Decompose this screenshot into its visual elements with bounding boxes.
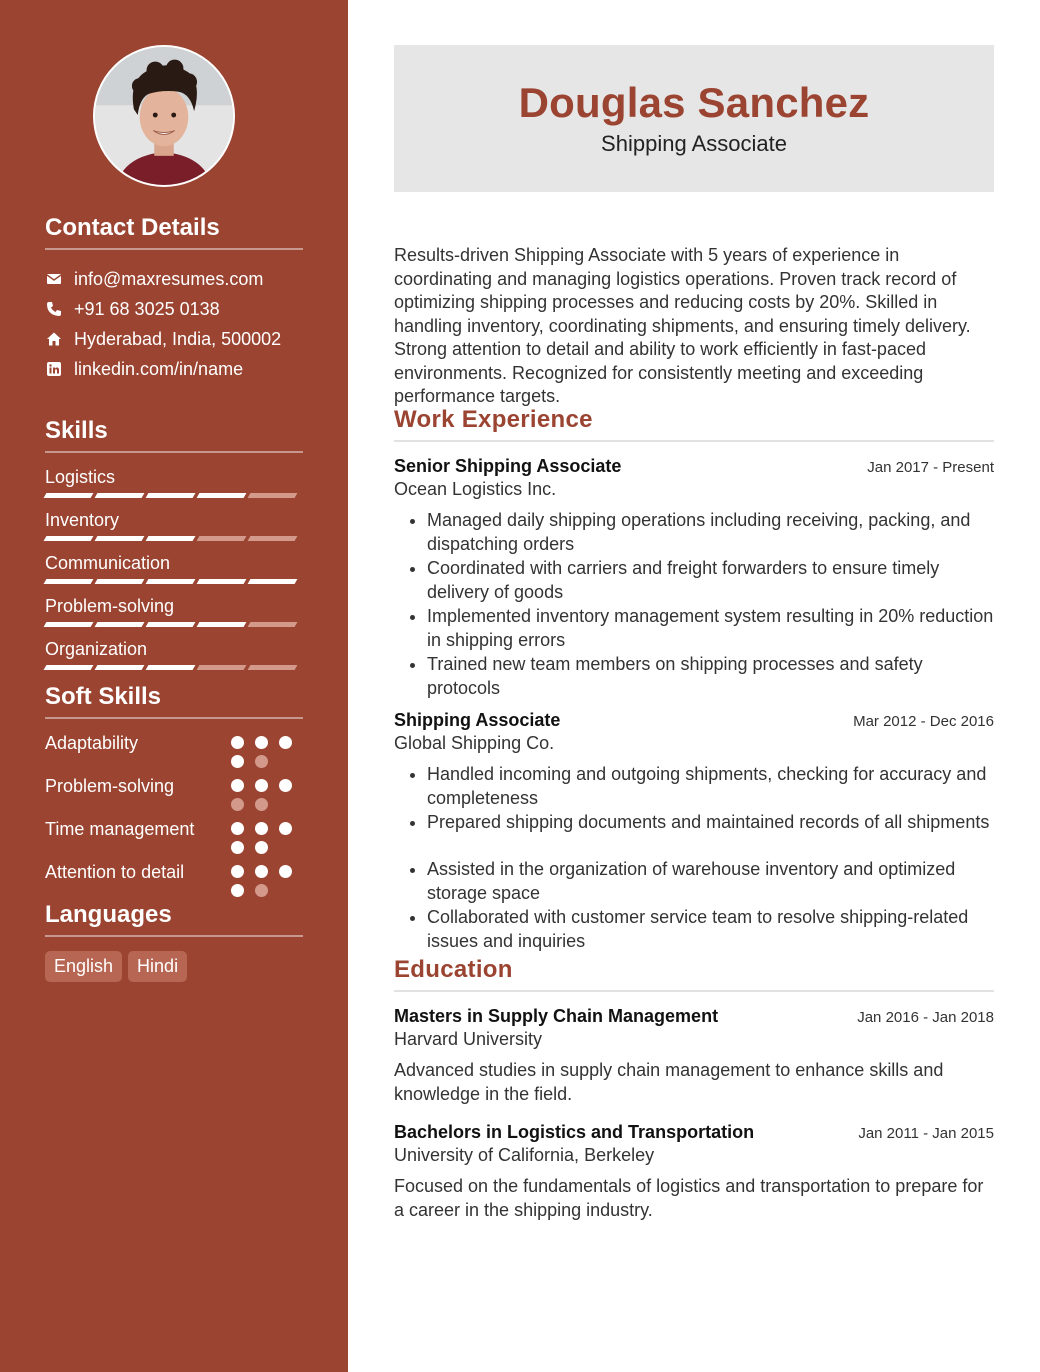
soft-skills-heading: Soft Skills [45, 683, 303, 719]
skill-name: Problem-solving [45, 596, 175, 616]
candidate-title: Shipping Associate [601, 131, 787, 156]
skill-level-segment [248, 622, 298, 627]
job-bullet: • Collaborated with customer service team to resolve shipping-related issues and inquiries [427, 905, 994, 953]
education-header [394, 1006, 994, 1027]
education-entry [394, 1122, 994, 1222]
skill-level-segment [197, 493, 247, 498]
skill-level-segment [95, 665, 145, 670]
rating-dot [255, 865, 268, 878]
rating-dot [231, 822, 244, 835]
job-bullet: • Implemented inventory management system resulting in 20% reduction in shipping errors [427, 604, 994, 652]
skill-level-segment [248, 493, 298, 498]
job-title: Shipping Associate [394, 710, 561, 730]
skill-name: Organization [45, 639, 148, 659]
skill-level-segment [248, 579, 298, 584]
contact-linkedin-text: linkedin.com/in/name [74, 358, 244, 379]
sidebar [0, 0, 348, 1372]
contact-section [45, 214, 303, 384]
rating-dot [231, 841, 244, 854]
job-bullets [394, 762, 994, 953]
soft-skills-list [45, 731, 303, 897]
skill-level-segment [146, 493, 196, 498]
work-heading: Work Experience [394, 406, 994, 442]
contact-email-text: info@maxresumes.com [74, 268, 264, 289]
skill-level-bar [45, 536, 303, 541]
job-bullet: • Prepared shipping documents and maintained records of all shipments [427, 810, 994, 834]
skill-level-segment [248, 665, 298, 670]
skill-item [45, 596, 303, 627]
rating-dot [255, 884, 268, 897]
soft-skill-name: Attention to detail [45, 862, 185, 882]
job-bullet: • Coordinated with carriers and freight forwarders to ensure timely delivery of goods [427, 556, 994, 604]
languages-heading: Languages [45, 901, 303, 937]
work-section [394, 406, 994, 953]
contact-linkedin[interactable] [45, 354, 303, 384]
email-icon [45, 270, 63, 288]
soft-skill-rating [231, 731, 303, 768]
skill-level-bar [45, 622, 303, 627]
linkedin-icon [45, 360, 63, 378]
skill-item [45, 510, 303, 541]
education-header [394, 1122, 994, 1143]
phone-icon [45, 300, 63, 318]
skill-level-segment [146, 536, 196, 541]
degree: Bachelors in Logistics and Transportation [394, 1122, 755, 1142]
degree: Masters in Supply Chain Management [394, 1006, 719, 1026]
skills-heading: Skills [45, 417, 303, 453]
skill-level-segment [146, 665, 196, 670]
skill-level-segment [197, 579, 247, 584]
job-date: Mar 2012 - Dec 2016 [853, 713, 994, 730]
skill-item [45, 467, 303, 498]
skill-name: Communication [45, 553, 171, 573]
profile-summary: Results-driven Shipping Associate with 5 years of experience in coordinating and managing logistics operations. Proven track record of optimizing shipping processes and reducing costs by 20%. Skilled in handling inventory, coordinating shipments, and ensuring timely delivery. Strong attention to detail and ability to work efficiently in fast-paced environments. Recognized for consistently meeting and exceeding performance targets. [394, 245, 971, 406]
contact-phone[interactable] [45, 294, 303, 324]
contact-heading: Contact Details [45, 214, 303, 250]
skill-level-bar [45, 579, 303, 584]
soft-skill-name: Problem-solving [45, 776, 175, 796]
languages-section [45, 901, 303, 982]
rating-dot [279, 736, 292, 749]
rating-dot [255, 798, 268, 811]
rating-dot [231, 779, 244, 792]
rating-dot [231, 736, 244, 749]
skill-name: Logistics [45, 467, 116, 487]
home-icon [45, 330, 63, 348]
main-content [394, 0, 994, 1372]
skill-level-bar [45, 665, 303, 670]
contact-list [45, 264, 303, 384]
job-bullets [394, 508, 994, 700]
avatar [93, 45, 235, 187]
job-header [394, 456, 994, 477]
job-bullet: • Assisted in the organization of warehouse inventory and optimized storage space [427, 857, 994, 905]
contact-address [45, 324, 303, 354]
rating-dot [255, 822, 268, 835]
skill-level-segment [44, 665, 94, 670]
soft-skill-name: Adaptability [45, 733, 139, 753]
soft-skills-section [45, 683, 303, 897]
education-date: Jan 2016 - Jan 2018 [857, 1009, 994, 1026]
soft-skill-rating [231, 817, 303, 854]
soft-skill-rating [231, 774, 303, 811]
rating-dot [255, 736, 268, 749]
skill-level-segment [197, 665, 247, 670]
education-description: Focused on the fundamentals of logistics and transportation to prepare for a career in the shipping industry. [394, 1176, 984, 1220]
profile-photo [95, 47, 233, 185]
skills-list [45, 467, 303, 670]
rating-dot [231, 884, 244, 897]
skill-level-segment [248, 536, 298, 541]
rating-dot [231, 798, 244, 811]
contact-address-text: Hyderabad, India, 500002 [74, 328, 282, 349]
skill-name: Inventory [45, 510, 120, 530]
candidate-name: Douglas Sanchez [518, 79, 870, 126]
job-bullet: • Handled incoming and outgoing shipments, checking for accuracy and completeness [427, 762, 994, 810]
job-list [394, 456, 994, 953]
rating-dot [255, 841, 268, 854]
rating-dot [279, 865, 292, 878]
language-tags [45, 951, 303, 982]
rating-dot [255, 755, 268, 768]
education-entry [394, 1006, 994, 1106]
education-description: Advanced studies in supply chain management to enhance skills and knowledge in the field. [394, 1060, 944, 1104]
skill-item [45, 553, 303, 584]
skill-item [45, 639, 303, 670]
skill-level-segment [95, 493, 145, 498]
job-bullet: • Trained new team members on shipping processes and safety protocols [427, 652, 994, 700]
education-heading: Education [394, 956, 994, 992]
job-company: Global Shipping Co. [394, 733, 555, 753]
skill-level-segment [146, 579, 196, 584]
skill-level-segment [44, 536, 94, 541]
contact-phone-text: +91 68 3025 0138 [74, 298, 220, 319]
rating-dot [231, 865, 244, 878]
skill-level-segment [197, 536, 247, 541]
job-entry [394, 710, 994, 953]
skill-level-segment [146, 622, 196, 627]
skill-level-segment [44, 622, 94, 627]
education-list [394, 1006, 994, 1222]
school: University of California, Berkeley [394, 1145, 655, 1165]
rating-dot [279, 779, 292, 792]
job-header [394, 710, 994, 731]
contact-email[interactable] [45, 264, 303, 294]
job-bullet: • Managed daily shipping operations including receiving, packing, and dispatching orders [427, 508, 994, 556]
rating-dot [255, 779, 268, 792]
soft-skill-rating [231, 860, 303, 897]
soft-skill-name: Time management [45, 819, 195, 839]
language-tag: Hindi [128, 951, 187, 982]
rating-dot [279, 822, 292, 835]
job-company: Ocean Logistics Inc. [394, 479, 557, 499]
soft-skill-item [45, 774, 303, 811]
education-section [394, 956, 994, 1222]
skill-level-segment [44, 579, 94, 584]
job-title: Senior Shipping Associate [394, 456, 622, 476]
job-entry [394, 456, 994, 700]
header [394, 45, 994, 192]
job-date: Jan 2017 - Present [867, 459, 994, 476]
skill-level-segment [197, 622, 247, 627]
skills-section [45, 417, 303, 670]
language-tag: English [45, 951, 122, 982]
school: Harvard University [394, 1029, 543, 1049]
rating-dot [231, 755, 244, 768]
skill-level-segment [95, 622, 145, 627]
skill-level-segment [44, 493, 94, 498]
skill-level-segment [95, 579, 145, 584]
education-date: Jan 2011 - Jan 2015 [858, 1125, 994, 1142]
soft-skill-item [45, 860, 303, 897]
skill-level-segment [95, 536, 145, 541]
skill-level-bar [45, 493, 303, 498]
soft-skill-item [45, 731, 303, 768]
soft-skill-item [45, 817, 303, 854]
